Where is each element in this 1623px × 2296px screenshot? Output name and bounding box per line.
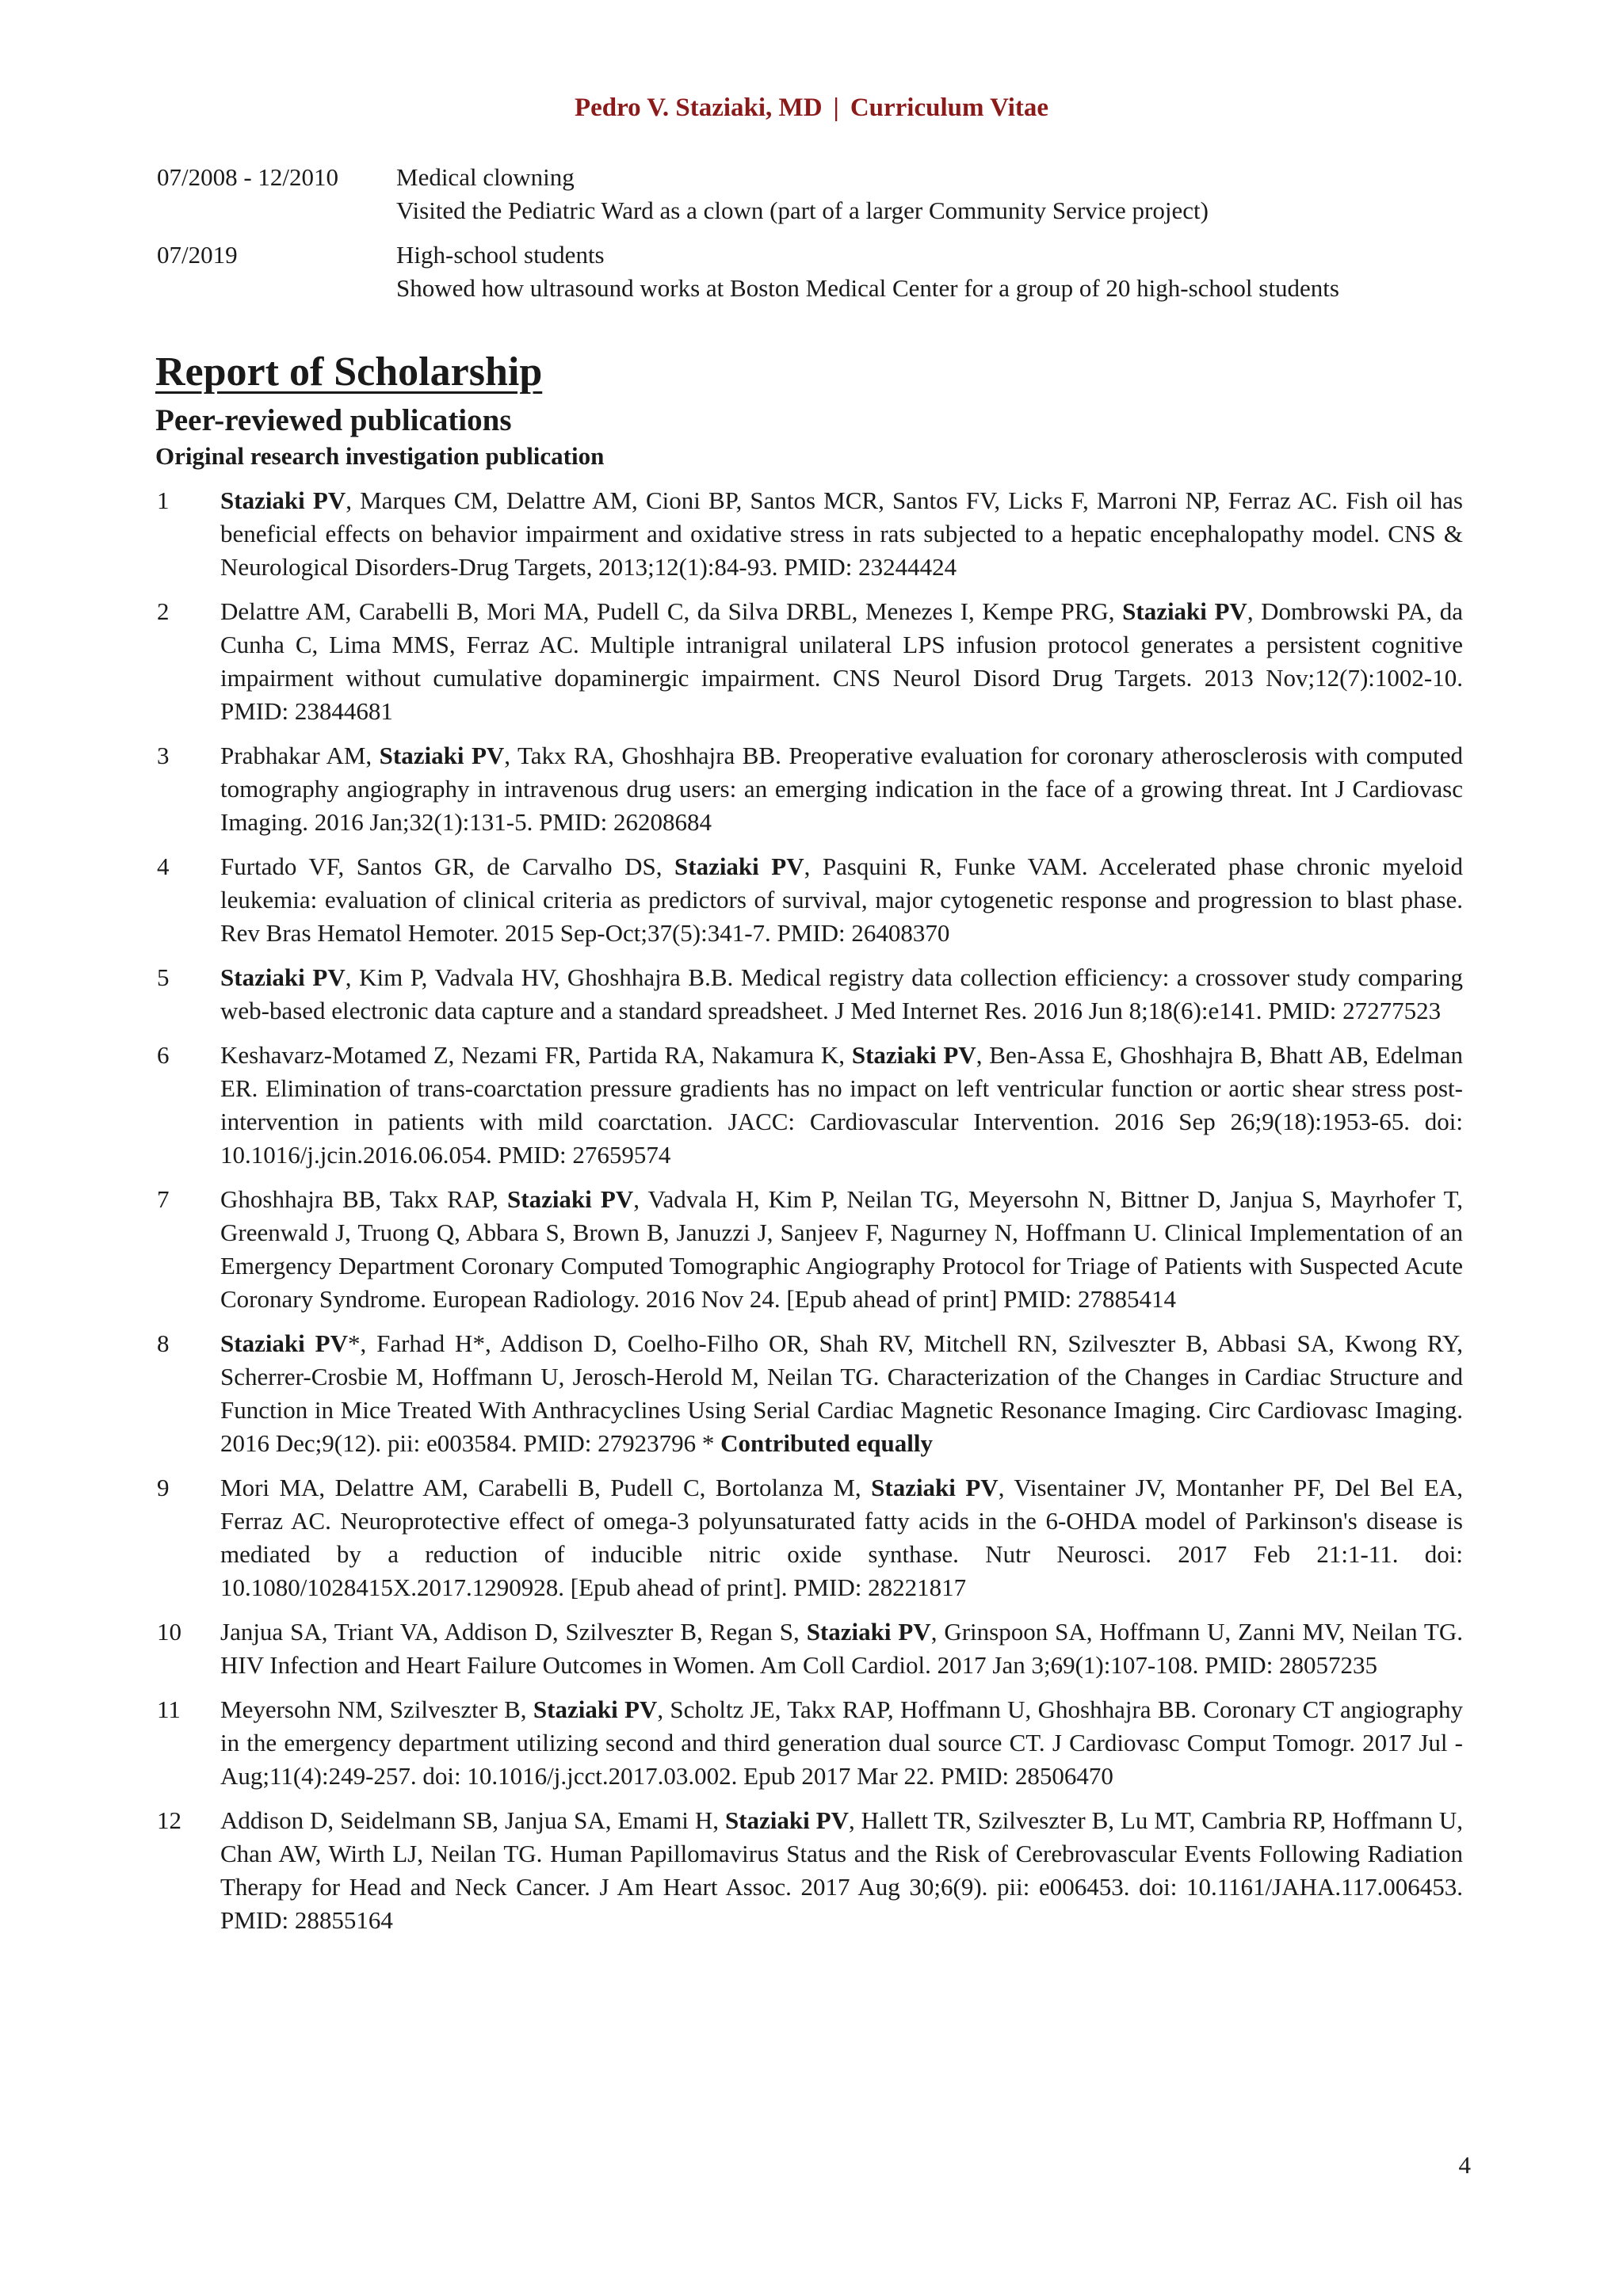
subsection-heading: Peer-reviewed publications [155, 403, 512, 437]
service-entry [157, 238, 1472, 305]
publication-number: 7 [157, 1185, 170, 1213]
publication-item [157, 1804, 1463, 1937]
publication-item [157, 595, 1463, 728]
author-highlight: Staziaki PV [724, 1806, 849, 1834]
author-highlight: Staziaki PV [220, 1329, 348, 1357]
section-heading: Report of Scholarship [155, 349, 543, 395]
service-description: Visited the Pediatric Ward as a clown (part of a larger Community Service project) [396, 196, 1209, 224]
publication-item [157, 1183, 1463, 1316]
publication-item [157, 961, 1463, 1028]
publication-citation: Staziaki PV, Kim P, Vadvala HV, Ghoshhajra B.B. Medical registry data collection efficiency: a crossover study comparing web-based electronic data capture and a standard spreadsheet. J Med Internet Res. 2016 Jun 8;18(6):e141. PMID: 27277523 [220, 963, 1463, 1024]
author-highlight: Staziaki PV [674, 852, 804, 880]
publication-citation: Keshavarz-Motamed Z, Nezami FR, Partida RA, Nakamura K, Staziaki PV, Ben-Assa E, Ghoshhajra B, Bhatt AB, Edelman ER. Elimination of trans-coarctation pressure gradients has no impact on left ventricular function or aortic shear stress post-intervention in patients with mild coarctation. JACC: Cardiovascular Intervention. 2016 Sep 26;9(18):1953-65. doi: 10.1016/j.jcin.2016.06.054. PMID: 27659574 [220, 1041, 1463, 1169]
author-highlight: Staziaki PV [871, 1474, 999, 1501]
header-name: Pedro V. Staziaki, MD [574, 93, 823, 122]
publication-citation: Meyersohn NM, Szilveszter B, Staziaki PV, Scholtz JE, Takx RAP, Hoffmann U, Ghoshhajra BB. Coronary CT angiography in the emergency department utilizing second and third generation dual source CT. J Cardiovasc Comput Tomogr. 2017 Jul - Aug;11(4):249-257. doi: 10.1016/j.jcct.2017.03.002. Epub 2017 Mar 22. PMID: 28506470 [220, 1695, 1463, 1790]
publication-item [157, 1693, 1463, 1793]
publication-number: 5 [157, 963, 170, 991]
publication-number: 6 [157, 1041, 170, 1069]
header-separator: | [833, 93, 839, 122]
publication-citation: Janjua SA, Triant VA, Addison D, Szilveszter B, Regan S, Staziaki PV, Grinspoon SA, Hoffmann U, Zanni MV, Neilan TG. HIV Infection and Heart Failure Outcomes in Women. Am Coll Cardiol. 2017 Jan 3;69(1):107-108. PMID: 28057235 [220, 1618, 1464, 1679]
publication-citation: Ghoshhajra BB, Takx RAP, Staziaki PV, Vadvala H, Kim P, Neilan TG, Meyersohn N, Bittner D, Janjua S, Mayrhofer T, Greenwald J, Truong Q, Abbara S, Brown B, Januzzi J, Sanjeev F, Nagurney N, Hoffmann U. Clinical Implementation of an Emergency Department Coronary Computed Tomographic Angiography Protocol for Triage of Patients with Suspected Acute Coronary Syndrome. European Radiology. 2016 Nov 24. [Epub ahead of print] PMID: 27885414 [220, 1185, 1463, 1313]
author-highlight: Staziaki PV [1122, 597, 1247, 625]
page-number: 4 [1458, 2151, 1471, 2179]
publication-item [157, 850, 1463, 950]
publication-item [157, 484, 1463, 584]
publication-citation: Addison D, Seidelmann SB, Janjua SA, Emami H, Staziaki PV, Hallett TR, Szilveszter B, Lu MT, Cambria RP, Hoffmann U, Chan AW, Wirth LJ, Neilan TG. Human Papillomavirus Status and the Risk of Cerebrovascular Events Following Radiation Therapy for Head and Neck Cancer. J Am Heart Assoc. 2017 Aug 30;6(9). pii: e006453. doi: 10.1161/JAHA.117.006453. PMID: 28855164 [220, 1806, 1463, 1934]
publication-citation: Prabhakar AM, Staziaki PV, Takx RA, Ghoshhajra BB. Preoperative evaluation for coronary atherosclerosis with computed tomography angiography in intravenous drug users: an emerging indication in the face of a growing threat. Int J Cardiovasc Imaging. 2016 Jan;32(1):131-5. PMID: 26208684 [220, 742, 1464, 836]
publication-number: 9 [157, 1474, 170, 1501]
publication-citation: Staziaki PV*, Farhad H*, Addison D, Coelho-Filho OR, Shah RV, Mitchell RN, Szilveszter B, Abbasi SA, Kwong RY, Scherrer-Crosbie M, Hoffmann U, Jerosch-Herold M, Neilan TG. Characterization of the Changes in Cardiac Structure and Function in Mice Treated With Anthracyclines Using Serial Cardiac Magnetic Resonance Imaging. Circ Cardiovasc Imaging. 2016 Dec;9(12). pii: e003584. PMID: 27923796 * Contributed equally [220, 1329, 1463, 1457]
publication-number: 11 [157, 1695, 181, 1723]
header-doc-title: Curriculum Vitae [850, 93, 1049, 122]
publication-item [157, 1615, 1463, 1682]
page-header [0, 93, 1623, 123]
author-highlight: Staziaki PV [220, 963, 346, 991]
publication-number: 10 [157, 1618, 181, 1646]
author-highlight: Staziaki PV [379, 742, 505, 769]
author-highlight: Staziaki PV [533, 1695, 658, 1723]
author-highlight: Staziaki PV [806, 1618, 931, 1646]
subsubsection-heading: Original research investigation publication [155, 442, 605, 470]
publication-number: 2 [157, 597, 170, 625]
publication-number: 4 [157, 852, 170, 880]
publication-citation: Delattre AM, Carabelli B, Mori MA, Pudell C, da Silva DRBL, Menezes I, Kempe PRG, Staziaki PV, Dombrowski PA, da Cunha C, Lima MMS, Ferraz AC. Multiple intranigral unilateral LPS infusion protocol generates a persistent cognitive impairment without cumulative dopaminergic impairment. CNS Neurol Disord Drug Targets. 2013 Nov;12(7):1002-10. PMID: 23844681 [220, 597, 1463, 725]
contributed-equally-note: Contributed equally [720, 1429, 933, 1457]
publication-number: 12 [157, 1806, 181, 1834]
author-highlight: Staziaki PV [507, 1185, 634, 1213]
publication-item [157, 1327, 1463, 1460]
service-entry [157, 161, 1472, 227]
service-description: Showed how ultrasound works at Boston Medical Center for a group of 20 high-school students [396, 274, 1339, 302]
publication-number: 1 [157, 486, 170, 514]
publication-citation: Staziaki PV, Marques CM, Delattre AM, Cioni BP, Santos MCR, Santos FV, Licks F, Marroni NP, Ferraz AC. Fish oil has beneficial effects on behavior impairment and oxidative stress in rats subjected to a hepatic encephalopathy model. CNS & Neurological Disorders-Drug Targets, 2013;12(1):84-93. PMID: 23244424 [220, 486, 1463, 581]
service-date: 07/2008 - 12/2010 [157, 163, 339, 191]
publication-list [157, 484, 1463, 1948]
publication-item [157, 739, 1463, 839]
service-title: High-school students [396, 241, 605, 269]
publication-citation: Mori MA, Delattre AM, Carabelli B, Pudell C, Bortolanza M, Staziaki PV, Visentainer JV, Montanher PF, Del Bel EA, Ferraz AC. Neuroprotective effect of omega-3 polyunsaturated fatty acids in the 6-OHDA model of Parkinson's disease is mediated by a reduction of inducible nitric oxide synthase. Nutr Neurosci. 2017 Feb 21:1-11. doi: 10.1080/1028415X.2017.1290928. [Epub ahead of print]. PMID: 28221817 [220, 1474, 1463, 1601]
publication-number: 3 [157, 742, 170, 769]
service-title: Medical clowning [396, 163, 575, 191]
author-highlight: Staziaki PV [851, 1041, 976, 1069]
publication-citation: Furtado VF, Santos GR, de Carvalho DS, Staziaki PV, Pasquini R, Funke VAM. Accelerated phase chronic myeloid leukemia: evaluation of clinical criteria as predictors of survival, major cytogenetic response and progression to blast phase. Rev Bras Hematol Hemoter. 2015 Sep-Oct;37(5):341-7. PMID: 26408370 [220, 852, 1463, 947]
community-service-list [157, 161, 1472, 316]
service-date: 07/2019 [157, 241, 238, 269]
author-highlight: Staziaki PV [220, 486, 346, 514]
publication-item [157, 1039, 1463, 1172]
publication-item [157, 1471, 1463, 1604]
publication-number: 8 [157, 1329, 170, 1357]
